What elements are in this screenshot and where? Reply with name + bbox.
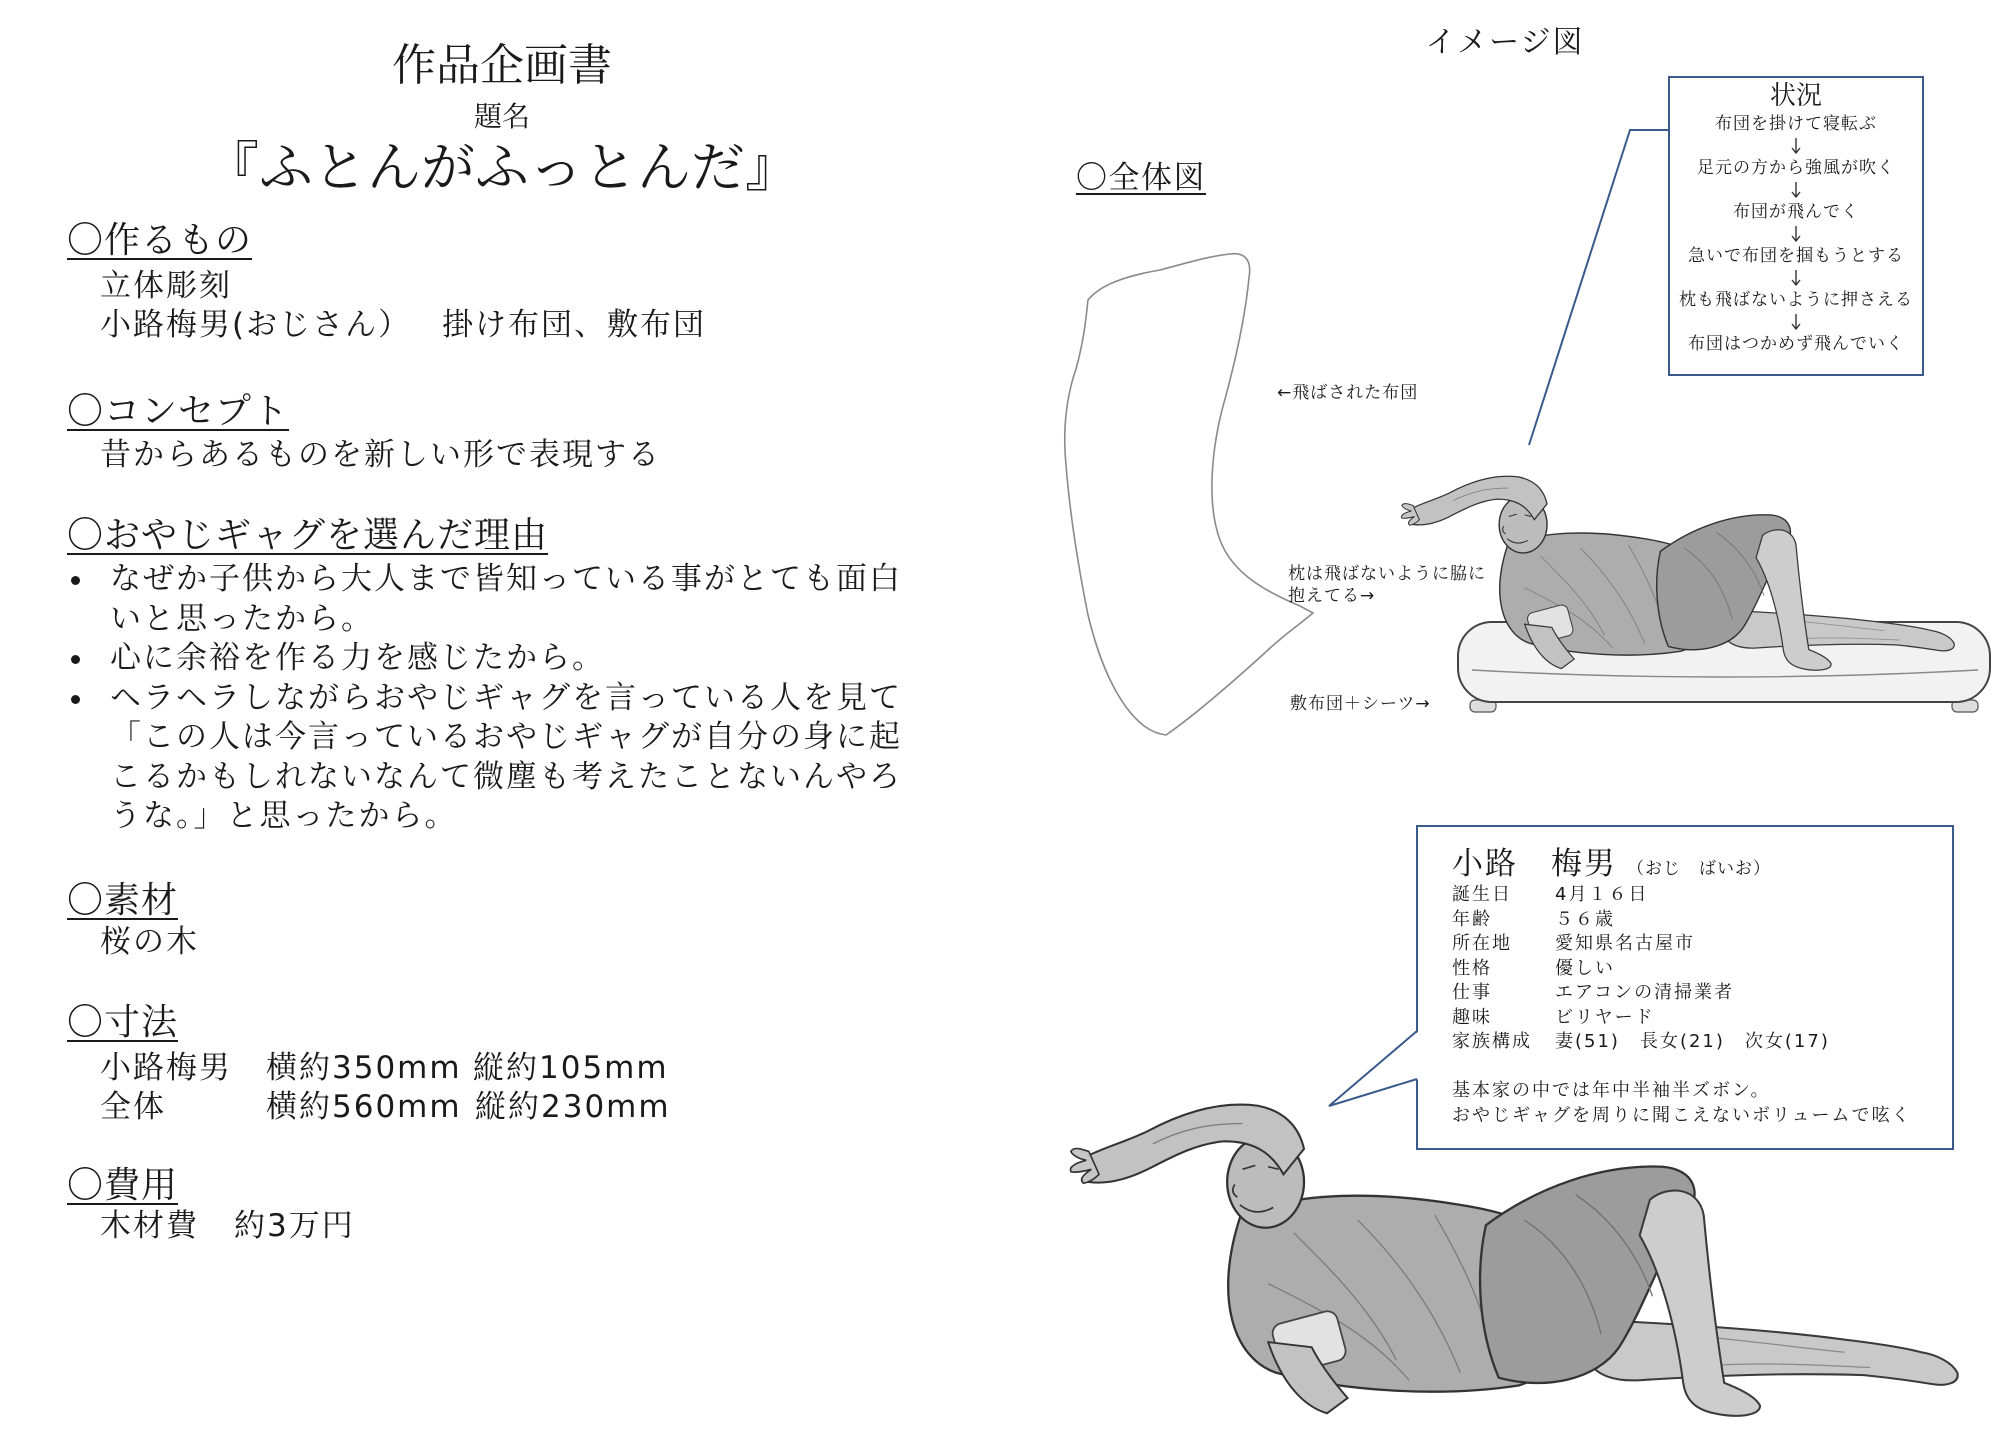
situation-step: 布団を掛けて寝転ぶ <box>1715 114 1877 134</box>
image-panel-title: イメージ図 <box>1425 25 1585 60</box>
document-title: 作品企画書 <box>392 40 612 91</box>
make-item-character: 小路梅男(おじさん） <box>100 307 412 343</box>
profile-row-birthday <box>1452 883 1830 908</box>
annotation-pillow-line2: 抱えてる→ <box>1288 586 1376 606</box>
dimension-row-width: 横約350mm <box>266 1050 462 1086</box>
flying-futon-outline <box>1065 254 1313 735</box>
profile-note: 基本家の中では年中半袖半ズボン。 <box>1452 1080 1771 1101</box>
reason-item <box>67 560 915 639</box>
profile-row-age <box>1452 908 1830 933</box>
overview-heading: 〇全体図 <box>1076 160 1206 196</box>
annotation-mattress: 敷布団＋シーツ→ <box>1290 694 1431 714</box>
annotation-flying-futon: ←飛ばされた布団 <box>1277 383 1419 403</box>
reason-list <box>67 560 915 837</box>
situation-step: 布団はつかめず飛んでいく <box>1688 334 1904 354</box>
man-illustration-large <box>1070 1105 1957 1416</box>
annotation-pillow-line1: 枕は飛ばないように脇に <box>1288 564 1486 584</box>
title-label: 題名 <box>473 100 530 133</box>
material-text: 桜の木 <box>100 924 199 960</box>
situation-title: 状況 <box>1769 81 1822 111</box>
profile-name-line <box>1452 844 1771 884</box>
down-arrow-icon <box>1789 135 1803 157</box>
profile-label: 趣味 <box>1452 1006 1492 1028</box>
profile-value: 4月１６日 <box>1555 884 1649 905</box>
character-profile-box <box>1416 825 1954 1150</box>
profile-label: 年齢 <box>1452 908 1492 930</box>
reason-text: なぜか子供から大人まで皆知っている事がとても面白いと思ったから。 <box>110 561 902 637</box>
dimension-row-name: 小路梅男 <box>100 1050 232 1086</box>
section-heading-concept: 〇コンセプト <box>67 391 290 432</box>
dimension-row-name: 全体 <box>100 1089 166 1125</box>
profile-label: 仕事 <box>1452 982 1492 1003</box>
profile-name: 小路 梅男 <box>1452 846 1617 882</box>
profile-value: ビリヤード <box>1555 1006 1655 1028</box>
situation-callout-line <box>1529 130 1668 445</box>
section-heading-make: 〇作るもの <box>67 220 253 261</box>
profile-note: おやじギャグを周りに聞こえないボリュームで呟く <box>1452 1104 1912 1126</box>
make-item-futon: 掛け布団、敷布団 <box>442 307 706 343</box>
profile-value: 愛知県名古屋市 <box>1555 933 1695 954</box>
section-heading-material: 〇素材 <box>67 880 179 921</box>
situation-step: 枕も飛ばないように押さえる <box>1679 290 1913 310</box>
profile-value: 優しい <box>1555 957 1615 979</box>
reason-item <box>67 639 915 679</box>
situation-step: 急いで布団を掴もうとする <box>1688 246 1904 266</box>
profile-rows <box>1452 883 1830 1055</box>
profile-value: 妻(51) 長女(21) 次女(17) <box>1555 1031 1830 1052</box>
reason-text: ヘラヘラしながらおやじギャグを言っている人を見て「この人は今言っているおやじギャグが自分の身に起こるかもしれないなんて微塵も考えたことないんやろうな。」と思ったから。 <box>110 679 902 834</box>
dimension-row-height: 縦約105mm <box>473 1050 669 1086</box>
dimension-row-width: 横約560mm <box>266 1089 462 1125</box>
dimension-row-height: 縦約230mm <box>475 1089 671 1125</box>
bullet-dot-icon <box>71 695 80 704</box>
down-arrow-icon <box>1789 311 1803 333</box>
profile-name-reading: （おじ ばいお） <box>1627 859 1771 879</box>
reason-text: 心に余裕を作る力を感じたから。 <box>110 640 605 676</box>
profile-label: 家族構成 <box>1452 1031 1532 1052</box>
section-heading-cost: 〇費用 <box>67 1165 179 1206</box>
situation-step: 足元の方から強風が吹く <box>1697 158 1895 178</box>
profile-value: ５６歳 <box>1555 908 1615 930</box>
down-arrow-icon <box>1789 223 1803 245</box>
cost-item: 木材費 <box>100 1208 199 1244</box>
down-arrow-icon <box>1789 179 1803 201</box>
situation-step: 布団が飛んでく <box>1733 202 1859 222</box>
cost-amount: 約3万円 <box>234 1208 355 1244</box>
profile-value: エアコンの清掃業者 <box>1555 982 1735 1003</box>
make-item-sculpture: 立体彫刻 <box>100 268 232 304</box>
situation-box <box>1668 76 1924 376</box>
bullet-dot-icon <box>71 655 80 664</box>
reason-item <box>67 679 915 837</box>
profile-notes <box>1452 1079 1911 1128</box>
section-heading-reason: 〇おやじギャグを選んだ理由 <box>67 515 549 556</box>
down-arrow-icon <box>1789 267 1803 289</box>
profile-label: 性格 <box>1452 957 1492 979</box>
work-title: 『ふとんがふっとんだ』 <box>205 136 799 199</box>
profile-row-location <box>1452 932 1830 957</box>
profile-row-personality <box>1452 957 1830 982</box>
profile-row-family <box>1452 1030 1830 1055</box>
bullet-dot-icon <box>71 576 80 585</box>
profile-row-hobby <box>1452 1006 1830 1031</box>
profile-label: 誕生日 <box>1452 884 1512 905</box>
profile-row-job <box>1452 981 1830 1006</box>
concept-text: 昔からあるものを新しい形で表現する <box>100 437 661 473</box>
profile-label: 所在地 <box>1452 933 1512 954</box>
section-heading-dimensions: 〇寸法 <box>67 1002 179 1043</box>
